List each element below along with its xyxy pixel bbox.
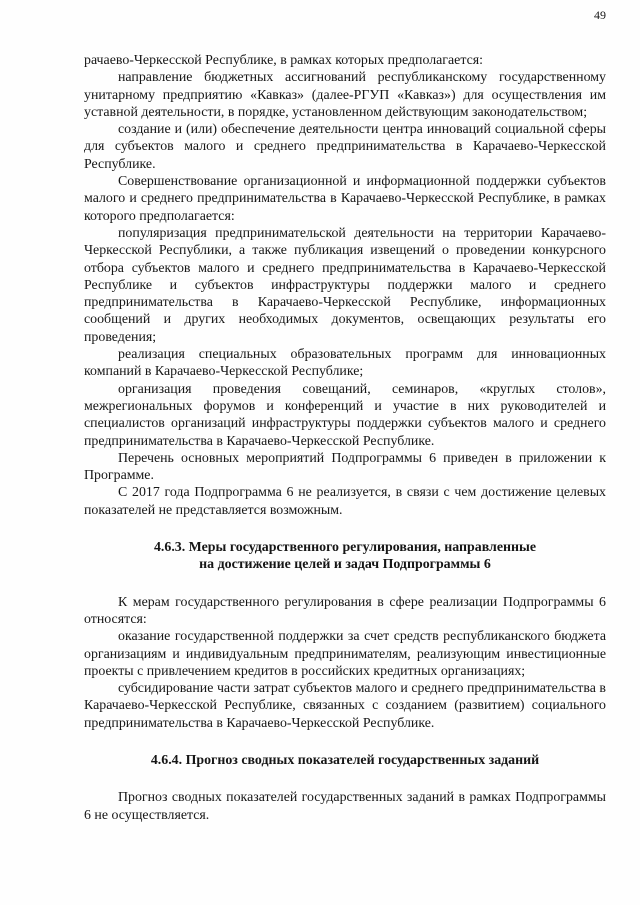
paragraph: оказание государственной поддержки за счет средств республиканского бюджета организациям и индивидуальным предпринимателям, реализующим инвестиционные проекты с привлечением кредитов в российских кредитных организациях; xyxy=(84,629,606,679)
paragraph: Совершенствование организационной и информационной поддержки субъектов малого и среднего предпринимательства в Карачаево-Черкесской Республике, в рамках которого предполагается: xyxy=(84,174,606,224)
paragraph: Прогноз сводных показателей государственных заданий в рамках Подпрограммы 6 не осуществляется. xyxy=(84,790,606,823)
page-number: 49 xyxy=(594,8,606,22)
paragraph: популяризация предпринимательской деятельности на территории Карачаево-Черкесской Республики, а также публикация извещений о проведении конкурсного отбора субъектов малого и среднего предпринимательства в Карачаево-Черкесской Республике и субъектов инфраструктуры поддержки малого и среднего предпринимательства в Карачаево-Черкесской Республике, информационных сообщений и других необходимых документов, освещающих результаты его проведения; xyxy=(84,225,606,345)
paragraph: создание и (или) обеспечение деятельности центра инноваций социальной сферы для субъектов малого и среднего предпринимательства в Карачаево-Черкесской Республике. xyxy=(84,122,606,172)
heading-line: 4.6.3. Меры государственного регулирования, направленные xyxy=(153,540,537,556)
document-body xyxy=(84,52,606,824)
paragraph: направление бюджетных ассигнований республиканскому государственному унитарному предприятию «Кавказ» (далее-РГУП «Кавказ») для осуществления им уставной деятельности, в порядке, установленном действующим законодательством; xyxy=(84,70,606,120)
paragraph: субсидирование части затрат субъектов малого и среднего предпринимательства в Карачаево-Черкесской Республике, связанных с созданием (развитием) социального предпринимательства в Карачаево-Черкесской Республике. xyxy=(84,681,606,731)
paragraph: организация проведения совещаний, семинаров, «круглых столов», межрегиональных форумов и конференций и участие в них руководителей и специалистов организаций инфраструктуры поддержки субъектов малого и среднего предпринимательства в Карачаево-Черкесской Республике. xyxy=(84,381,606,449)
section-heading-4-6-4 xyxy=(84,752,606,769)
heading-line: 4.6.4. Прогноз сводных показателей государственных заданий xyxy=(150,752,540,768)
paragraph: рачаево-Черкесской Республике, в рамках которых предполагается: xyxy=(84,53,483,68)
paragraph: реализация специальных образовательных программ для инновационных компаний в Карачаево-Черкесской Республике; xyxy=(84,347,606,380)
section-heading-4-6-3 xyxy=(84,539,606,574)
paragraph: С 2017 года Подпрограмма 6 не реализуется, в связи с чем достижение целевых показателей не представляется возможным. xyxy=(84,485,606,518)
paragraph: Перечень основных мероприятий Подпрограммы 6 приведен в приложении к Программе. xyxy=(84,450,606,484)
paragraph: К мерам государственного регулирования в сфере реализации Подпрограммы 6 относятся: xyxy=(84,594,606,627)
heading-line: на достижение целей и задач Подпрограммы 6 xyxy=(199,557,491,573)
